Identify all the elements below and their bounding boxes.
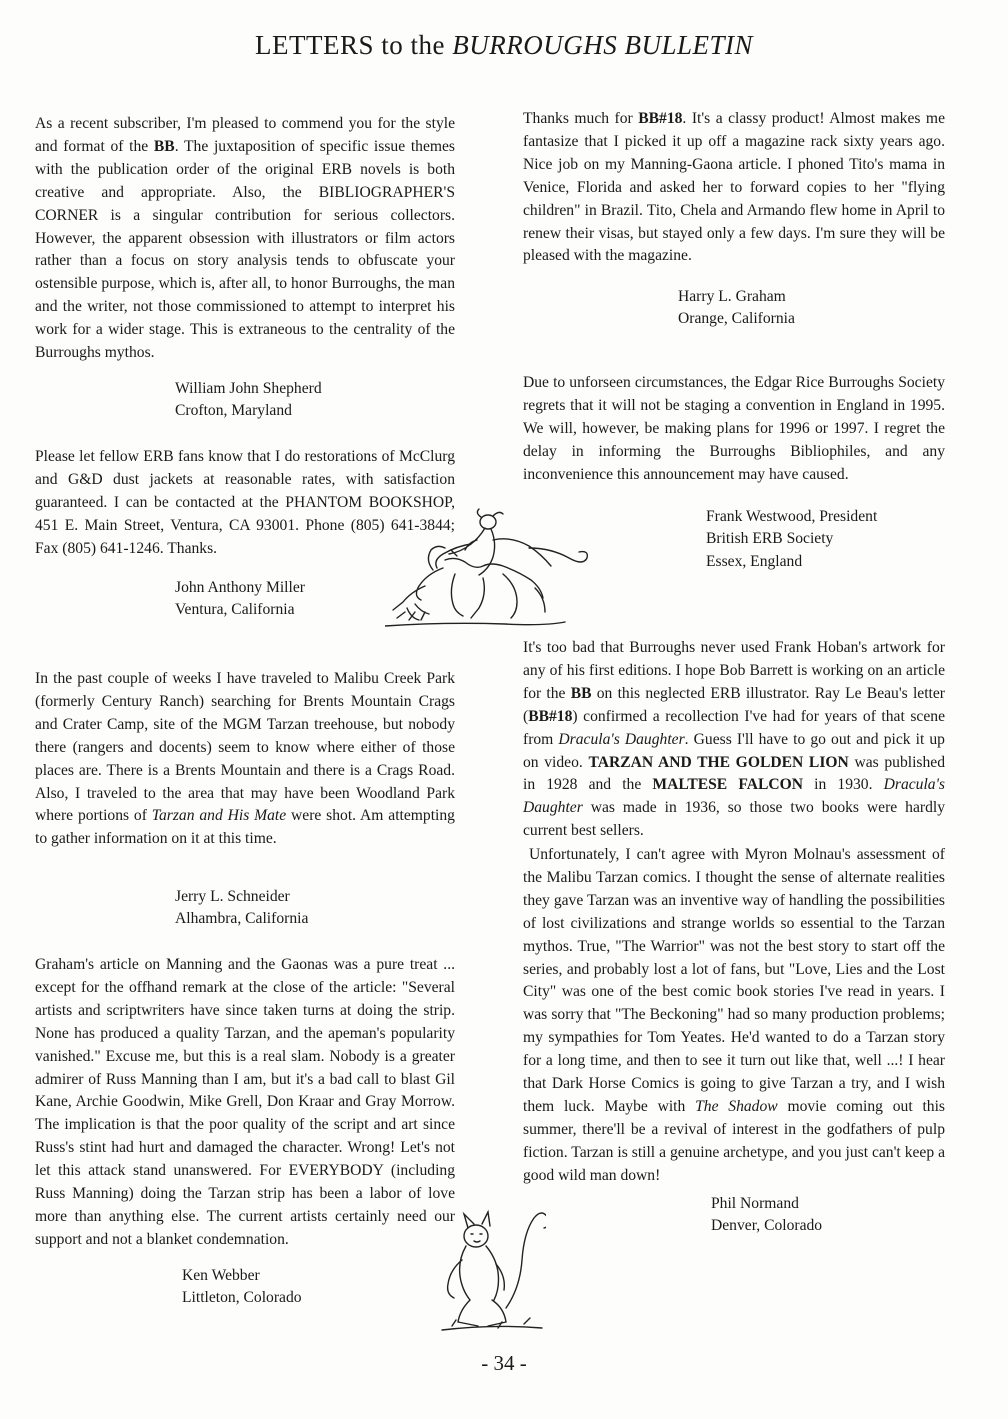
signature-westwood: Frank Westwood, President British ERB Society Essex, England	[706, 508, 878, 570]
signature-webber: Ken Webber Littleton, Colorado	[182, 1267, 302, 1307]
signature-miller: John Anthony Miller Ventura, California	[175, 579, 305, 619]
letter-shepherd: As a recent subscriber, I'm pleased to commend you for the style and format of the BB. The juxtaposition of specific issue themes with the publication order of the original ERB novels is both creative and appropriate. Also, the BIBLIOGRAPHER'S CORNER is a singular contribution for serious collectors. However, the apparent obsession with illustrators or film actors rather than a focus on story analysis tends to obfuscate your ostensible purpose, which is, after all, to honor Burroughs, the man and the writer, not those commissioned to attempt to interpret his work for a wider stage. This is extraneous to the centrality of the Burroughs mythos.	[35, 115, 455, 362]
signature-normand: Phil Normand Denver, Colorado	[711, 1195, 823, 1235]
letter-schneider: In the past couple of weeks I have traveled to Malibu Creek Park (formerly Century Ranch) searching for Brents Mountain Crags and Crater Camp, site of the MGM Tarzan treehouse, but nobody there (rangers and docents) seem to know where either of those places are. There is a Brents Mountain and there is a Crags Road. Also, I traveled to the area that may have been Woodland Park where portions of Tarzan and His Mate were shot. Am attempting to gather information on it at this time.	[35, 670, 455, 848]
letter-normand-p2: Unfortunately, I can't agree with Myron Molnau's assessment of the Malibu Tarzan comics. I thought the sense of alternate realities they gave Tarzan was an inventive way of handling the possibilities of lost civilizations and strange worlds so essential to the Tarzan mythos. True, "The Warrior" was not the best story to start off the series, and probably lost a lot of fans, but "Love, Lies and the Lost City" was one of the best comic book stories I've read in years. I was sorry that "The Beckoning" had so many production problems; my sympathies for Tom Yeates. He'd wanted to do a Tarzan story for a long time, and then to see it turn out like that, well ...! I hear that Dark Horse Comics is going to give Tarzan a try, and I wish them luck. Maybe with The Shadow movie coming out this summer, there'll be a revival of interest in the godfathers of pulp fiction. Tarzan is still a genuine archetype, and you just can't keep a good wild man down!	[523, 846, 945, 1184]
seated-ape-illustration	[438, 1208, 546, 1338]
letter-westwood: Due to unforseen circumstances, the Edgar Rice Burroughs Society regrets that it will not be staging a convention in England in 1995. We will, however, be making plans for 1996 or 1997. I regret the delay in informing the Burroughs Bibliophiles, and any inconvenience this announcement may have caused.	[523, 374, 945, 483]
page-title: LETTERS to the BURROUGHS BULLETIN	[255, 30, 753, 60]
letter-normand-p1: It's too bad that Burroughs never used Frank Hoban's artwork for any of his first editions. I hope Bob Barrett is working on an article for the BB on this neglected ERB illustrator. Ray Le Beau's letter (BB#18) confirmed a recollection I've had for years of that scene from Dracula's Daughter. Guess I'll have to go out and pick it up on video. TARZAN AND THE GOLDEN LION was published in 1928 and the MALTESE FALCON in 1930. Dracula's Daughter was made in 1936, so those two books were hardly current best sellers.	[523, 639, 945, 840]
page-number: - 34 -	[481, 1351, 527, 1375]
letter-miller: Please let fellow ERB fans know that I do restorations of McClurg and G&D dust jackets at reasonable rates, with satisfaction guaranteed. I can be contacted at the PHANTOM BOOKSHOP, 451 E. Main Street, Ventura, CA 93001. Phone (805) 641-3844; Fax (805) 641-1246. Thanks.	[35, 448, 455, 557]
tarzan-lion-illustration	[385, 508, 595, 628]
letter-graham: Thanks much for BB#18. It's a classy product! Almost makes me fantasize that I picked it up off a magazine rack sixty years ago. Nice job on my Manning-Gaona article. I phoned Tito's mama in Venice, Florida and asked her to forward copies to her "flying children" in Brazil. Tito, Chela and Armando flew home in April to renew their visas, but stayed only a few days. I'm sure they will be pleased with the magazine.	[523, 110, 945, 265]
signature-graham: Harry L. Graham Orange, California	[678, 288, 795, 328]
letter-webber: Graham's article on Manning and the Gaonas was a pure treat ... except for the offhand remark at the close of the article: "Several artists and scriptwriters have since taken turns at doing the strip. None has produced a quality Tarzan, and the apeman's popularity vanished." Excuse me, but this is a real slam. Nobody is a greater admirer of Russ Manning than I am, but it's a bad call to blast Gil Kane, Archie Goodwin, Mike Grell, Don Kraar and Gray Morrow. The implication is that the poor quality of the script and art since Russ's stint had hurt and damaged the character. Wrong! Let's not let this attack stand unanswered. For EVERYBODY (including Russ Manning) doing the Tarzan strip has been a labor of love more than anything else. The current artists certainly need our support and not a blanket condemnation.	[35, 956, 455, 1248]
signature-shepherd: William John Shepherd Crofton, Maryland	[175, 380, 322, 420]
signature-schneider: Jerry L. Schneider Alhambra, California	[175, 888, 309, 928]
